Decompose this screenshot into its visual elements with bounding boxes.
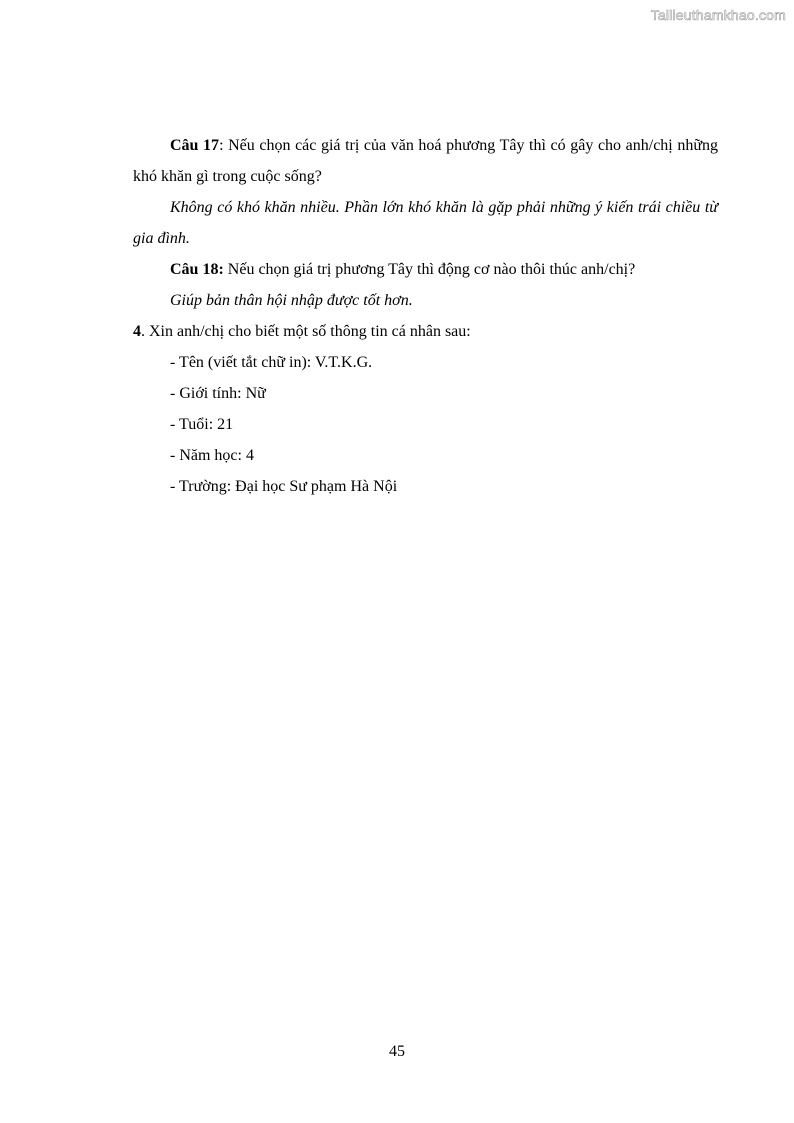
document-body <box>133 130 718 502</box>
info-item-school: - Trường: Đại học Sư phạm Hà Nội <box>170 478 398 495</box>
section-4-text: . Xin anh/chị cho biết một số thông tin cá nhân sau: <box>141 323 471 340</box>
section-4-number: 4 <box>133 323 141 340</box>
page-number: 45 <box>389 1043 405 1060</box>
question-17-text: : Nếu chọn các giá trị của văn hoá phương Tây thì có gây cho anh/chị những khó khăn gì trong cuộc sống? <box>133 137 719 185</box>
watermark: Tailieuthamkhao.com <box>650 7 786 23</box>
answer-18: Giúp bản thân hội nhập được tốt hơn. <box>170 292 413 309</box>
question-18-label: Câu 18: <box>170 261 224 278</box>
section-4-heading <box>133 316 718 347</box>
question-17 <box>133 130 718 192</box>
answer-17: Không có khó khăn nhiều. Phần lớn khó khăn là gặp phải những ý kiến trái chiều từ gia đình. <box>133 199 718 247</box>
question-17-label: Câu 17 <box>170 137 220 154</box>
info-item-year: - Năm học: 4 <box>170 447 254 464</box>
info-item-age: - Tuổi: 21 <box>170 416 234 433</box>
info-item-gender: - Giới tính: Nữ <box>170 385 266 402</box>
question-18-text: Nếu chọn giá trị phương Tây thì động cơ nào thôi thúc anh/chị? <box>223 261 636 278</box>
question-18 <box>133 254 718 285</box>
info-item-name: - Tên (viết tắt chữ in): V.T.K.G. <box>170 354 373 371</box>
